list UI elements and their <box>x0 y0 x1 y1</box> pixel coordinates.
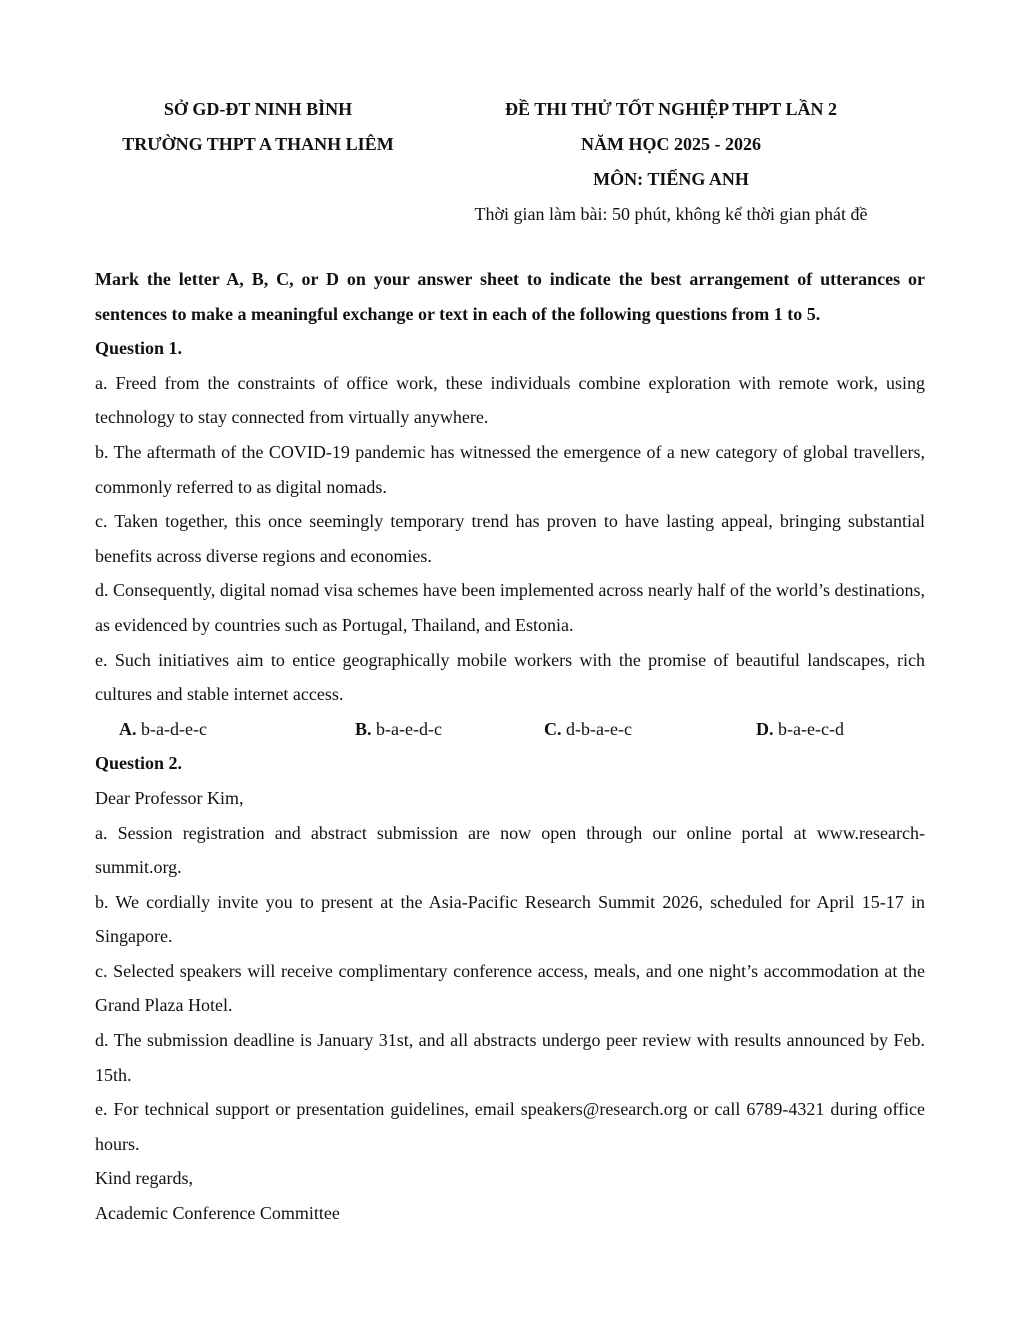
q2-item-c: c. Selected speakers will receive complimentary conference access, meals, and one night’s accommodation at the Grand Plaza Hotel. <box>95 960 925 1016</box>
time-limit: Thời gian làm bài: 50 phút, không kể thời gian phát đề <box>474 204 868 224</box>
school-year: NĂM HỌC 2025 - 2026 <box>581 134 761 154</box>
q1-item-d: d. Consequently, digital nomad visa schemes have been implemented across nearly half of the world’s destinations, as evidenced by countries such as Portugal, Thailand, and Estonia. <box>95 580 925 635</box>
letter-closing: Kind regards, <box>95 1168 193 1189</box>
q1-item-c: c. Taken together, this once seemingly temporary trend has proven to have lasting appeal, bringing substantial benefits across diverse regions and economies. <box>95 511 925 566</box>
option-text: b-a-d-e-c <box>141 718 207 739</box>
q2-item-b: b. We cordially invite you to present at the Asia-Pacific Research Summit 2026, scheduled for April 15-17 in Singapore. <box>95 891 925 947</box>
q1-option-c[interactable] <box>544 712 632 747</box>
q1-option-b[interactable] <box>355 712 442 747</box>
option-text: b-a-e-d-c <box>376 718 442 739</box>
option-letter: B. <box>355 718 372 739</box>
q2-item-d: d. The submission deadline is January 31st, and all abstracts undergo peer review with results announced by Feb. 15th. <box>95 1030 925 1085</box>
q1-item-a: a. Freed from the constraints of office work, these individuals combine exploration with remote work, using technology to stay connected from virtually anywhere. <box>95 372 925 428</box>
exam-header <box>0 92 1020 232</box>
option-letter: C. <box>544 718 562 739</box>
option-letter: A. <box>119 718 137 739</box>
q1-option-d[interactable] <box>756 712 844 747</box>
option-text: b-a-e-c-d <box>778 718 844 739</box>
question-title: Question 2. <box>95 753 183 774</box>
letter-signature: Academic Conference Committee <box>95 1203 340 1224</box>
q1-options <box>95 712 925 747</box>
school-info <box>95 92 421 162</box>
school-name: TRƯỜNG THPT A THANH LIÊM <box>122 134 394 154</box>
subject: MÔN: TIẾNG ANH <box>593 169 749 189</box>
q1-item-e: e. Such initiatives aim to entice geographically mobile workers with the promise of beautiful landscapes, rich cultures and stable internet access. <box>95 649 925 705</box>
letter-greeting: Dear Professor Kim, <box>95 787 244 808</box>
question-title: Question 1. <box>95 338 183 359</box>
q1-item-b: b. The aftermath of the COVID-19 pandemic has witnessed the emergence of a new category of global travellers, commonly referred to as digital nomads. <box>95 441 925 497</box>
q2-item-e: e. For technical support or presentation guidelines, email speakers@research.org or call 6789-4321 during office hours. <box>95 1099 925 1154</box>
exam-title: ĐỀ THI THỬ TỐT NGHIỆP THPT LẦN 2 <box>505 99 837 119</box>
q2-item-a: a. Session registration and abstract submission are now open through our online portal at www.research-summit.org. <box>95 822 925 878</box>
question-1 <box>95 331 925 746</box>
instruction: Mark the letter A, B, C, or D on your answer sheet to indicate the best arrangement of utterances or sentences to make a meaningful exchange or text in each of the following questions from 1 to 5. <box>95 269 925 324</box>
exam-content <box>95 262 925 1231</box>
option-text: d-b-a-e-c <box>566 718 632 739</box>
option-letter: D. <box>756 718 774 739</box>
department-name: SỞ GD-ĐT NINH BÌNH <box>163 99 353 119</box>
question-2 <box>95 746 925 1230</box>
exam-info <box>430 92 912 232</box>
q1-option-a[interactable] <box>119 712 207 747</box>
